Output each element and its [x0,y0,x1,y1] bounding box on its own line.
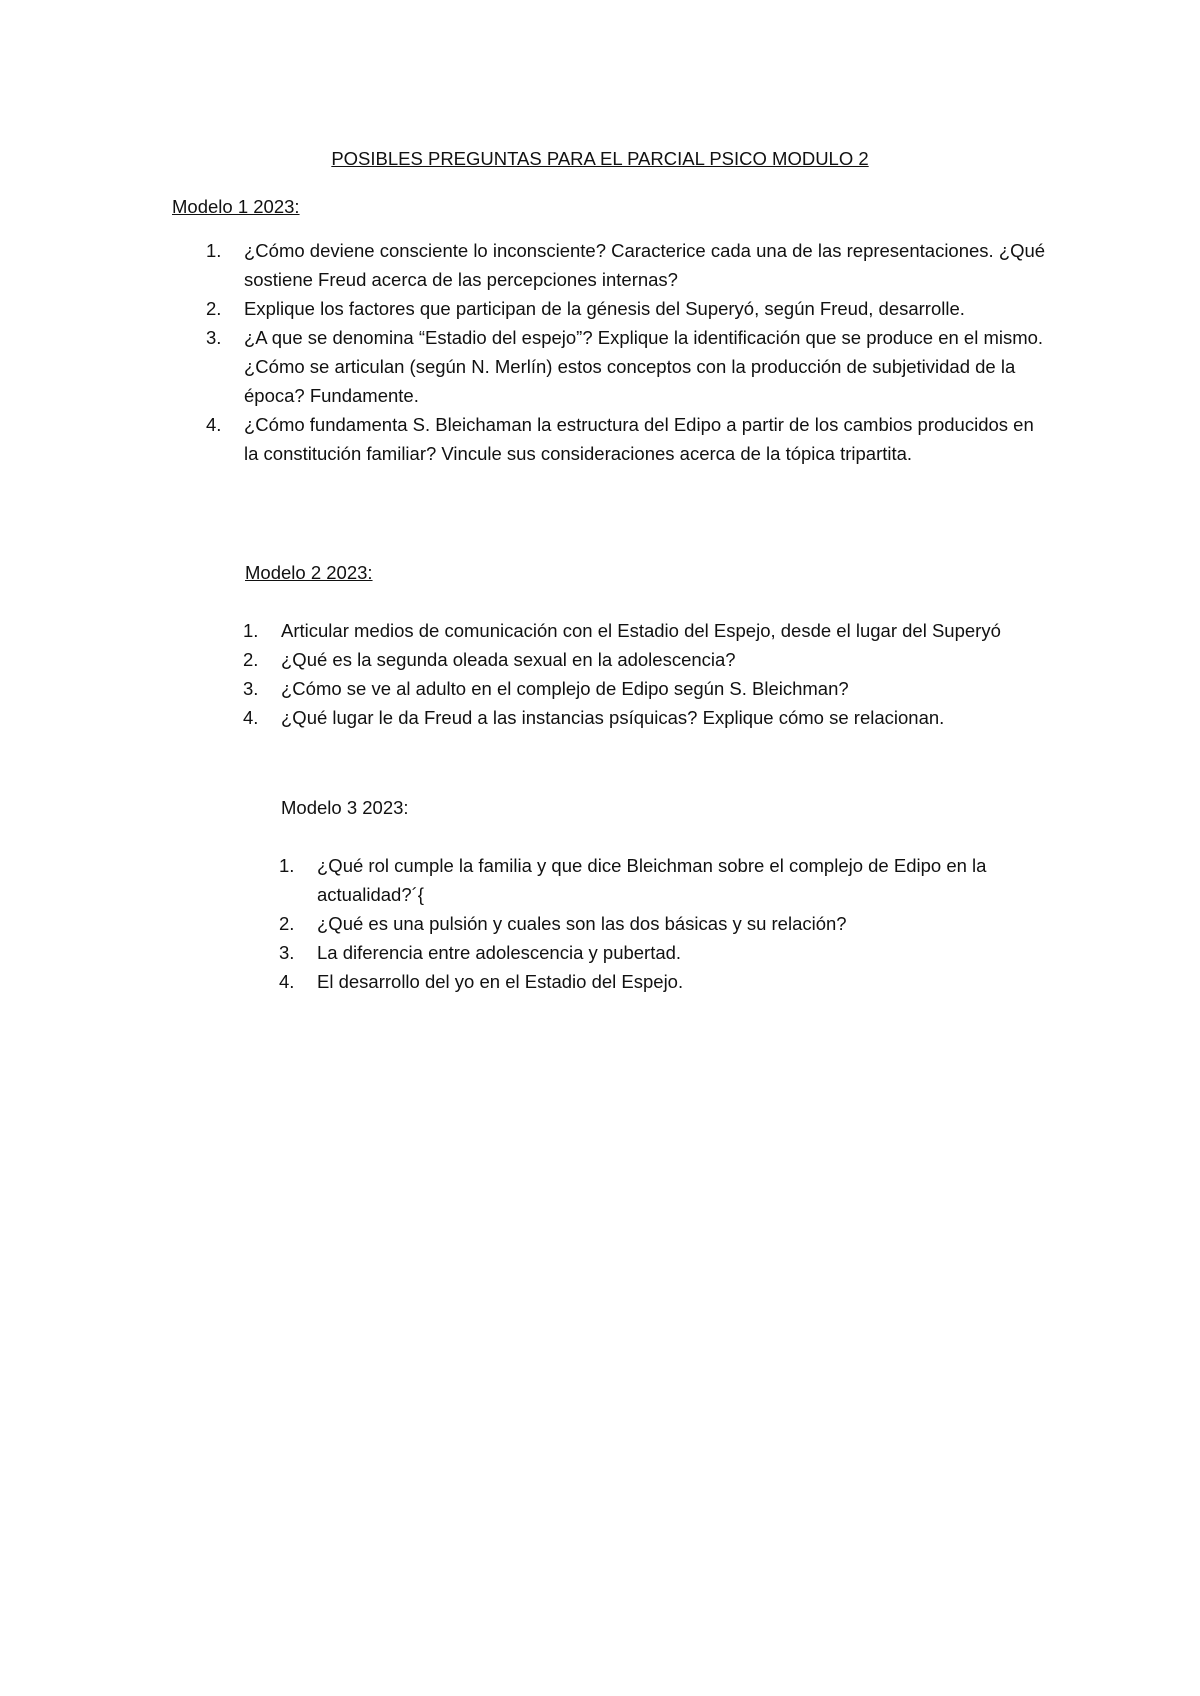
question-text: Articular medios de comunicación con el Estadio del Espejo, desde el lugar del Superyó [281,620,1001,641]
document-title: POSIBLES PREGUNTAS PARA EL PARCIAL PSICO MODULO 2 [331,148,869,169]
question-item [243,674,1043,703]
question-number: 4. [279,971,295,992]
question-number: 3. [279,942,295,963]
question-number: 4. [206,414,222,435]
question-text: La diferencia entre adolescencia y pubertad. [317,942,682,963]
question-number: 3. [206,327,222,348]
question-item [243,645,1043,674]
question-number: 2. [206,298,222,319]
question-list-modelo-1 [206,236,1046,468]
question-text: ¿Qué es una pulsión y cuales son las dos básicas y su relación? [317,913,847,934]
question-item [206,410,1046,468]
question-number: 1. [243,620,259,641]
question-text: El desarrollo del yo en el Estadio del Espejo. [317,971,684,992]
question-item [243,703,1043,732]
question-item [279,909,1049,938]
question-text: ¿Qué rol cumple la familia y que dice Bleichman sobre el complejo de Edipo en la actualidad?´{ [317,855,987,905]
question-item [279,967,1049,996]
question-number: 4. [243,707,259,728]
question-text: ¿A que se denomina “Estadio del espejo”? Explique la identificación que se produce en el mismo. ¿Cómo se articulan (según N. Merlín) estos conceptos con la producción de subjetividad de la época? Fundamente. [244,327,1044,406]
question-number: 1. [206,240,222,261]
question-item [279,938,1049,967]
question-item [206,323,1046,410]
question-item [206,294,1046,323]
question-text: ¿Cómo fundamenta S. Bleichaman la estructura del Edipo a partir de los cambios producidos en la constitución familiar? Vincule sus consideraciones acerca de la tópica tripartita. [244,414,1034,464]
question-list-modelo-3 [279,851,1049,996]
question-text: ¿Qué es la segunda oleada sexual en la adolescencia? [281,649,736,670]
question-item [243,616,1043,645]
question-item [279,851,1049,909]
question-list-modelo-2 [243,616,1043,732]
question-item [206,236,1046,294]
question-text: Explique los factores que participan de la génesis del Superyó, según Freud, desarrolle. [244,298,965,319]
question-number: 2. [243,649,259,670]
question-text: ¿Qué lugar le da Freud a las instancias psíquicas? Explique cómo se relacionan. [281,707,945,728]
question-text: ¿Cómo deviene consciente lo inconsciente? Caracterice cada una de las representaciones. ¿Qué sostiene Freud acerca de las percepciones internas? [244,240,1046,290]
section-heading-modelo-2: Modelo 2 2023: [245,562,373,583]
question-number: 2. [279,913,295,934]
question-text: ¿Cómo se ve al adulto en el complejo de Edipo según S. Bleichman? [281,678,849,699]
question-number: 1. [279,855,295,876]
question-number: 3. [243,678,259,699]
section-heading-modelo-1: Modelo 1 2023: [172,196,300,217]
section-heading-modelo-3: Modelo 3 2023: [281,797,409,818]
